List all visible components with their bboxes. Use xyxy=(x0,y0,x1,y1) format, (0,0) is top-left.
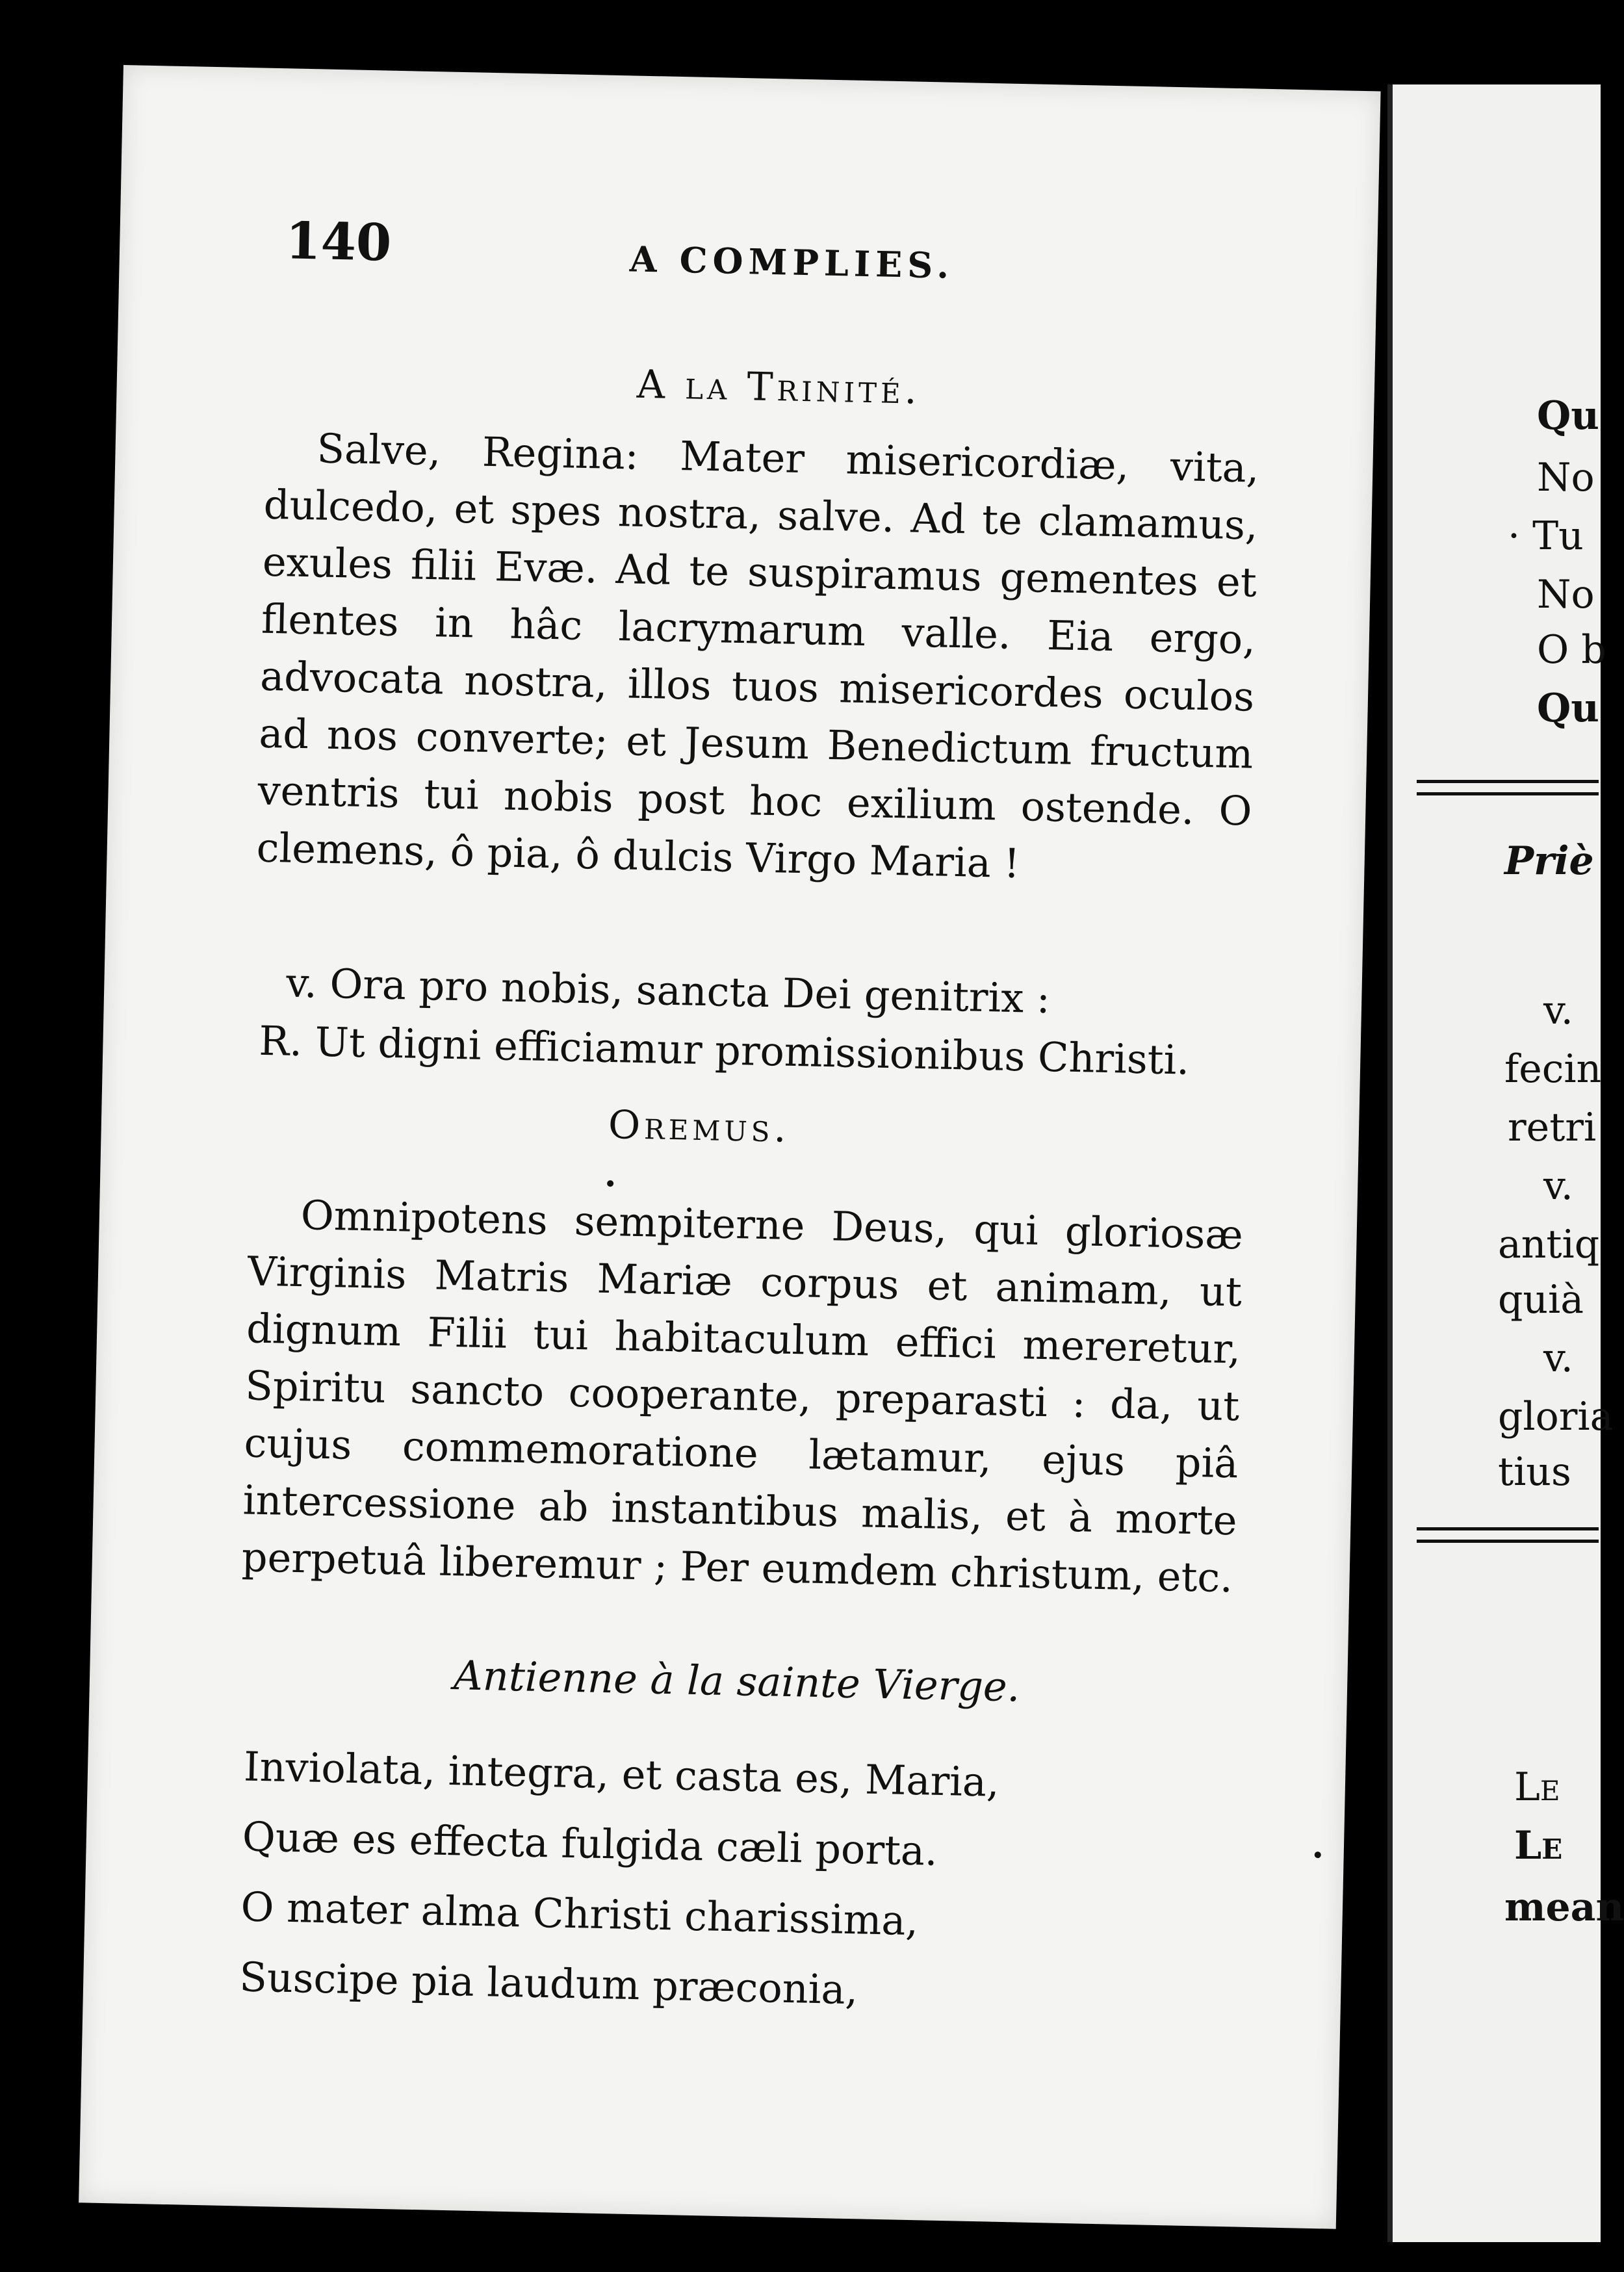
fragment: v. xyxy=(1543,988,1573,1033)
poem-line: Suscipe pia laudum præconia, xyxy=(238,1953,858,2014)
margin-dot xyxy=(1315,1852,1321,1858)
oratio-text: Omnipotens sempiterne Deus, qui gloriosæ Virginis Matris Mariæ corpus et animam, ut dignum Filii tui habitaculum effici mereretur, Spiritu sancto cooperante, preparasti : da, ut cujus commemoratione lætamur, ejus piâ intercessione ab instantibus malis, et à morte perpetuâ liberemur ; Per eumdem christum, etc. xyxy=(241,1191,1244,1602)
versicle: v. Ora pro nobis, sancta Dei genitrix : xyxy=(285,959,1051,1023)
fragment: O b xyxy=(1537,627,1606,673)
fragment: tius xyxy=(1498,1449,1571,1495)
fragment: Priè xyxy=(1504,838,1594,884)
poem xyxy=(238,1731,999,2028)
decorative-dot xyxy=(607,1180,613,1187)
running-head: A COMPLIES. xyxy=(629,238,955,287)
fragment: Le xyxy=(1514,1764,1560,1810)
salve-regina-text: Salve, Regina: Mater misericordiæ, vita, dulcedo, et spes nostra, salve. Ad te clamamus, exules filii Evæ. Ad te suspiramus gementes et flentes in hâc lacrymarum valle. Eia ergo, advocata nostra, illos tuos misericordes oculos ad nos converte; et Jesum Benedictum fructum ventris tui nobis post hoc exilium ostende. O clemens, ô pia, ô dulcis Virgo Maria ! xyxy=(256,424,1260,888)
page-number: 140 xyxy=(285,211,393,273)
heading-oremus: Oremus. xyxy=(608,1102,791,1152)
poem-line: Inviolata, integra, et casta es, Maria, xyxy=(243,1742,1000,1806)
fragment: · Tu xyxy=(1508,513,1584,559)
fragment: Qu xyxy=(1537,393,1599,439)
antienne-heading: Antienne à la sainte Vierge. xyxy=(453,1651,1021,1711)
fragment: v. xyxy=(1543,1336,1573,1381)
fragment: v. xyxy=(1543,1163,1573,1209)
left-page xyxy=(79,65,1380,2229)
fragment: No xyxy=(1537,572,1595,617)
poem-line: O mater alma Christi charissima, xyxy=(240,1883,919,1945)
page-header xyxy=(285,211,1261,309)
fragment: Le xyxy=(1514,1823,1563,1868)
fragment: antiq xyxy=(1498,1222,1600,1267)
double-rule xyxy=(1417,780,1599,795)
fragment: quià xyxy=(1498,1277,1584,1323)
double-rule xyxy=(1417,1527,1599,1543)
fragment: retri xyxy=(1508,1105,1597,1150)
fragment: fecin xyxy=(1504,1046,1602,1092)
heading-trinite: A la Trinité. xyxy=(636,361,922,413)
response: R. Ut digni efficiamur promissionibus Christi. xyxy=(258,1016,1190,1084)
fragment: gloria xyxy=(1498,1394,1614,1439)
fragment: No xyxy=(1537,455,1595,500)
fragment: Qu xyxy=(1537,686,1599,731)
fragment: mean xyxy=(1504,1885,1624,1930)
poem-line: Quæ es effecta fulgida cæli porta. xyxy=(242,1813,938,1875)
